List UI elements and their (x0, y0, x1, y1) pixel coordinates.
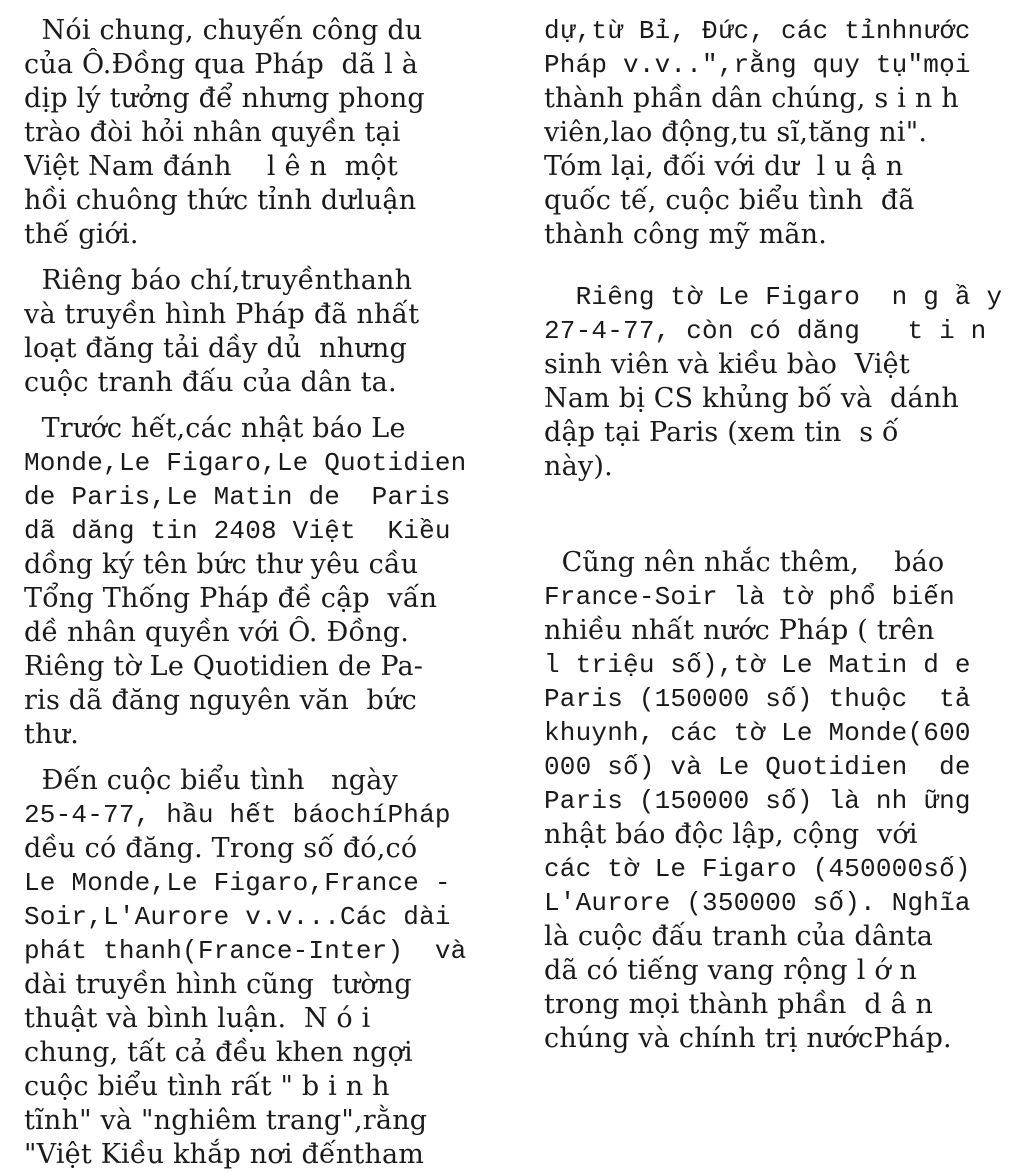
text-line: dề nhân quyền với Ô. Đồng. (24, 617, 410, 648)
text-line: ris dã đăng nguyên văn bức (24, 685, 417, 716)
text-line: dập tại Paris (xem tin s ố (544, 417, 899, 448)
paragraph-spacer (24, 400, 502, 412)
text-line: dài truyền hình cũng tường (24, 969, 412, 1000)
text-line: Paris (150000 số) thuộc tả (544, 684, 971, 714)
paragraph-spacer (24, 252, 502, 264)
text-line: Trước hết,các nhật báo Le (24, 413, 406, 444)
paragraph-p5 (544, 14, 1014, 252)
text-line: sinh viên và kiều bào Việt (544, 349, 910, 380)
text-line: Riêng tờ Le Quotidien de Pa- (24, 651, 424, 682)
text-line: thành phần dân chúng, s i n h (544, 83, 959, 114)
text-line: Đến cuộc biểu tình ngày (24, 765, 398, 796)
text-line: Riêng tờ Le Figaro n g ầ y (544, 282, 1003, 312)
text-line: dã có tiếng vang rộng l ớ n (544, 955, 918, 986)
text-line: này). (544, 451, 613, 482)
text-line: dã dăng tin 2408 Việt Kiều (24, 516, 451, 546)
text-line: chung, tất cả đều khen ngợi (24, 1037, 413, 1068)
text-line: Riêng báo chí,truyềnthanh (24, 265, 413, 296)
text-line: Tóm lại, đối với dư l u ậ n (544, 151, 904, 182)
text-line: Le Monde,Le Figaro,France - (24, 868, 451, 898)
text-line: phát thanh(France-Inter) và (24, 936, 467, 966)
text-line: thuật và bình luận. N ó i (24, 1003, 371, 1034)
text-line: cuộc biểu tình rất " b i n h (24, 1071, 390, 1102)
text-line: thành công mỹ mãn. (544, 219, 828, 250)
text-line: 25-4-77, hầu hết báochíPháp (24, 800, 451, 830)
text-line: chúng và chính trị nướcPháp. (544, 1023, 952, 1054)
text-line: loạt đăng tải dầy dủ nhưng (24, 333, 407, 364)
text-line: dều có đăng. Trong số đó,có (24, 833, 418, 864)
text-line: Monde,Le Figaro,Le Quotidien (24, 448, 467, 478)
text-line: "Việt Kiều khắp nơi đếntham (24, 1139, 425, 1170)
paragraph-spacer (544, 484, 1014, 546)
text-line: de Paris,Le Matin de Paris (24, 482, 451, 512)
left-text-column (24, 14, 502, 1172)
text-line: dịp lý tưởng để nhưng phong (24, 83, 425, 114)
text-line: 27-4-77, còn có dăng t i n (544, 316, 987, 346)
paragraph-p7 (544, 546, 1014, 1056)
text-line: Cũng nên nhắc thêm, báo (544, 547, 945, 578)
text-line: viên,lao động,tu sĩ,tăng ni". (544, 117, 928, 148)
paragraph-p3 (24, 412, 502, 752)
text-line: nhiều nhất nước Pháp ( trên (544, 615, 935, 646)
text-line: France-Soir là tờ phổ biến (544, 582, 955, 612)
text-line: quốc tế, cuộc biểu tình đã (544, 185, 915, 216)
text-line: và truyền hình Pháp đã nhất (24, 299, 420, 330)
text-line: Paris (150000 số) là nh ững (544, 786, 971, 816)
text-line: của Ô.Đồng qua Pháp dã l à (24, 49, 419, 80)
paragraph-p1 (24, 14, 502, 252)
text-line: cuộc tranh đấu của dân ta. (24, 367, 397, 398)
text-line: Soir,L'Aurore v.v...Các dài (24, 902, 451, 932)
text-line: Pháp v.v..",rằng quy tụ"mọi (544, 50, 971, 80)
text-line: các tờ Le Figaro (450000số) (544, 854, 971, 884)
paragraph-p6 (544, 280, 1014, 484)
text-line: tĩnh" và "nghiêm trang",rằng (24, 1105, 428, 1136)
text-line: hồi chuông thức tỉnh dưluận (24, 185, 417, 216)
text-line: 000 số) và Le Quotidien de (544, 752, 971, 782)
text-line: nhật báo độc lập, cộng với (544, 819, 918, 850)
paragraph-spacer (544, 252, 1014, 280)
text-line: thế giới. (24, 219, 139, 250)
text-line: thư. (24, 719, 80, 750)
text-line: Nói chung, chuyến công du (24, 15, 423, 46)
text-line: là cuộc đấu tranh của dânta (544, 921, 934, 952)
right-text-column (544, 14, 1014, 1056)
paragraph-p2 (24, 264, 502, 400)
paragraph-spacer (24, 752, 502, 764)
text-line: khuynh, các tờ Le Monde(600 (544, 718, 971, 748)
text-line: dồng ký tên bức thư yêu cầu (24, 549, 419, 580)
text-line: dự,từ Bỉ, Đức, các tỉnhnước (544, 16, 971, 46)
text-line: Việt Nam đánh l ê n một (24, 151, 398, 182)
text-line: trong mọi thành phần d â n (544, 989, 934, 1020)
paragraph-p4 (24, 764, 502, 1172)
text-line: l triệu số),tờ Le Matin d e (544, 650, 971, 680)
text-line: trào đòi hỏi nhân quyền tại (24, 117, 401, 148)
text-line: Nam bị CS khủng bố và dánh (544, 383, 960, 414)
text-line: L'Aurore (350000 số). Nghĩa (544, 888, 971, 918)
text-line: Tổng Thống Pháp đề cập vấn (24, 583, 438, 614)
